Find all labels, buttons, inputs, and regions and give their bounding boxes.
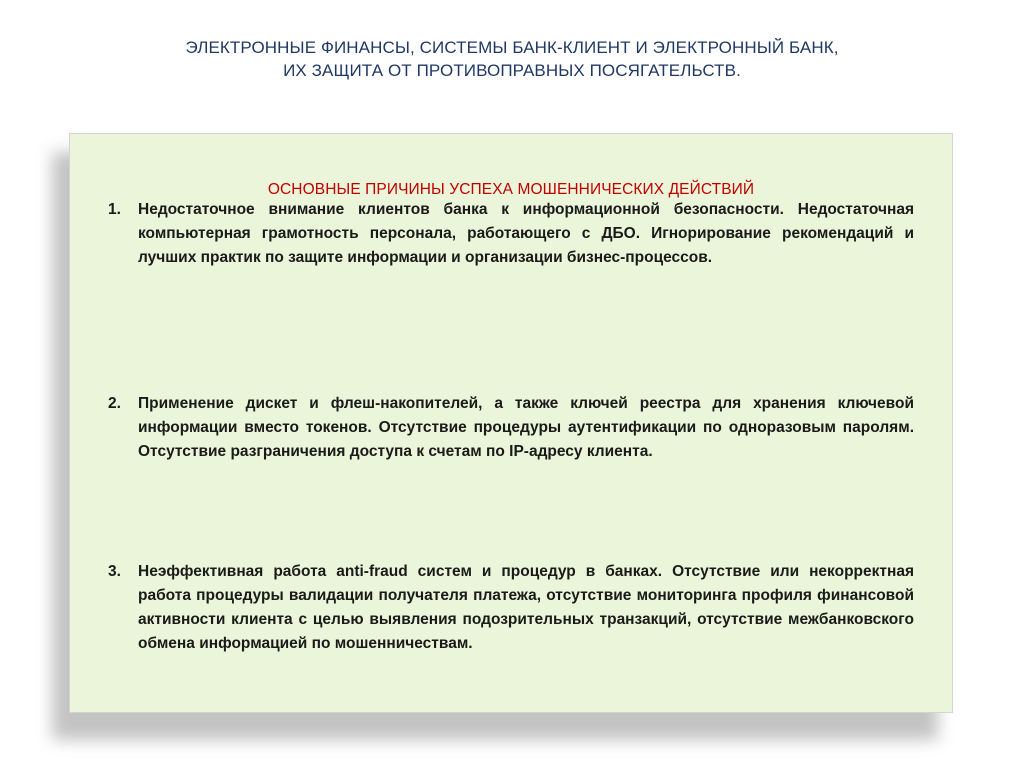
reason-text: Недостаточное внимание клиентов банка к информационной безопасности. Недостаточная компьютерная грамотность персонала, работающего с ДБО. Игнорирование рекомендаций и лучших практик по защите информации и организации бизнес-процессов.	[138, 201, 914, 266]
slide-title	[0, 36, 1024, 82]
reason-number: 1.	[108, 201, 121, 218]
reason-text: Неэффективная работа anti-fraud систем и процедур в банках. Отсутствие или некорректная работа процедуры валидации получателя платежа, отсутствие мониторинга профиля финансовой активности клиента с целью выявления подозрительных транзакций, отсутствие межбанковского обмена информацией по мошенничествам.	[138, 563, 914, 652]
slide-title-line-2: ИХ ЗАЩИТА ОТ ПРОТИВОПРАВНЫХ ПОСЯГАТЕЛЬСТВ.	[283, 61, 741, 80]
reason-text: Применение дискет и флеш-накопителей, а также ключей реестра для хранения ключевой информации вместо токенов. Отсутствие процедуры аутентификации по одноразовым паролям. Отсутствие разграничения доступа к счетам по IP-адресу клиента.	[138, 395, 914, 460]
reason-item-1	[108, 198, 914, 270]
reason-number: 2.	[108, 395, 121, 412]
reason-number: 3.	[108, 563, 121, 580]
card-heading: ОСНОВНЫЕ ПРИЧИНЫ УСПЕХА МОШЕННИЧЕСКИХ ДЕЙСТВИЙ	[267, 181, 755, 198]
reason-item-2	[108, 392, 914, 464]
slide-title-line-1: ЭЛЕКТРОННЫЕ ФИНАНСЫ, СИСТЕМЫ БАНК-КЛИЕНТ И ЭЛЕКТРОННЫЙ БАНК,	[185, 38, 839, 57]
reason-item-3	[108, 560, 914, 656]
content-card	[69, 133, 953, 713]
